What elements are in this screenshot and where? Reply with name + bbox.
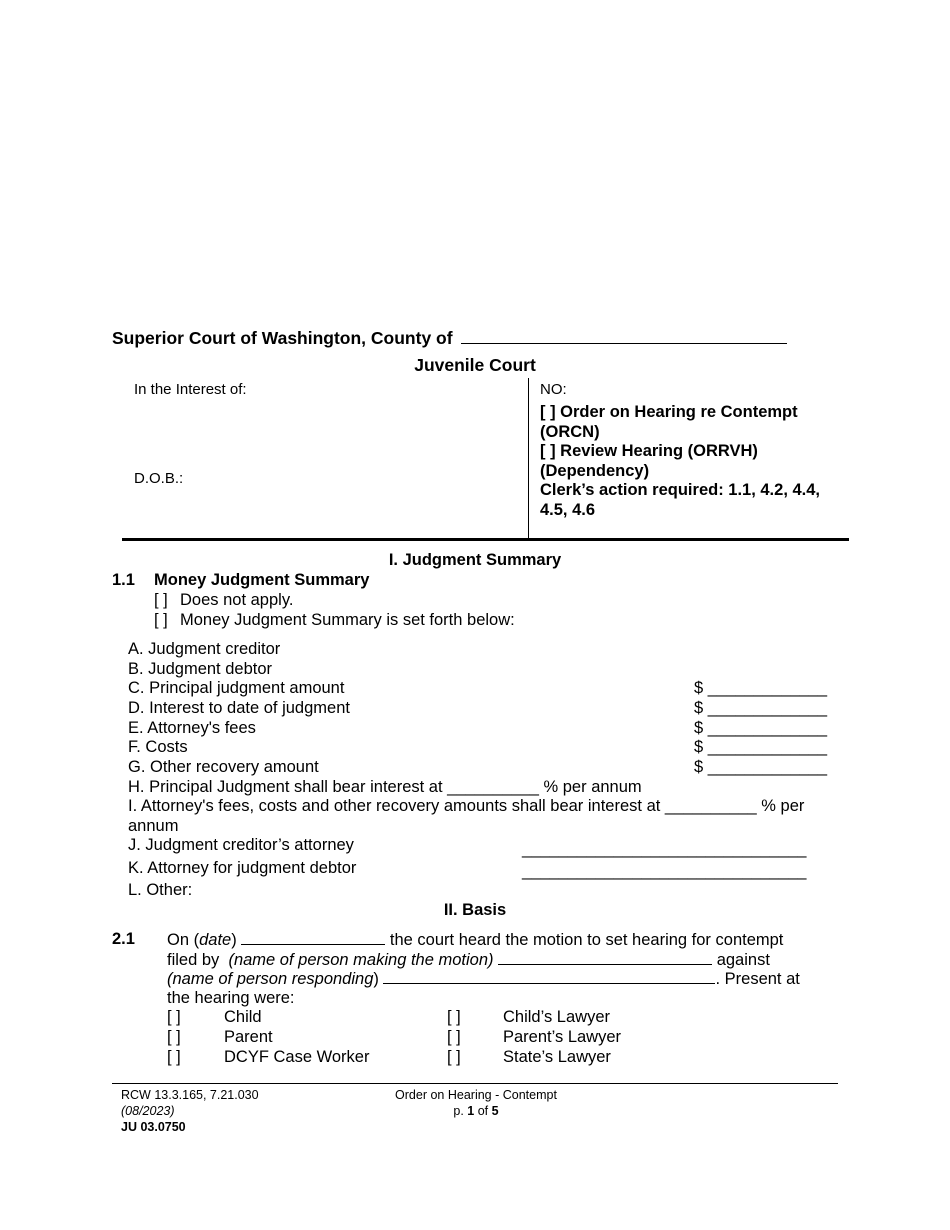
footer-page bbox=[376, 1103, 576, 1119]
date-label: date bbox=[199, 931, 232, 949]
present-at-text: . Present at bbox=[715, 970, 800, 988]
checkbox-childs-lawyer[interactable]: [ ] bbox=[447, 1008, 461, 1026]
dob-label: D.O.B.: bbox=[134, 470, 184, 487]
option-review-label: Review Hearing (ORRVH) bbox=[560, 442, 758, 461]
present-states-lawyer-label: State’s Lawyer bbox=[503, 1048, 611, 1066]
responder-paren: ) bbox=[373, 970, 379, 988]
section-1-1-title: Money Judgment Summary bbox=[154, 571, 370, 589]
checkbox-parents-lawyer[interactable]: [ ] bbox=[447, 1028, 461, 1046]
case-number-label: NO: bbox=[540, 381, 567, 398]
judgment-item-h: H. Principal Judgment shall bear interest at __________ % per annum bbox=[128, 778, 642, 796]
page-prefix: p. bbox=[453, 1104, 464, 1118]
clerk-action-line1: Clerk’s action required: 1.1, 4.2, 4.4, bbox=[540, 481, 821, 500]
footer-rcw: RCW 13.3.165, 7.21.030 bbox=[121, 1088, 259, 1102]
court-title bbox=[112, 328, 787, 348]
page-of: of bbox=[477, 1104, 489, 1118]
judgment-item-d: D. Interest to date of judgment bbox=[128, 699, 350, 717]
responder-name-blank[interactable] bbox=[383, 969, 715, 984]
footer-title: Order on Hearing - Contempt bbox=[395, 1088, 557, 1102]
present-parent-label: Parent bbox=[224, 1028, 273, 1046]
option-review-code: (Dependency) bbox=[540, 461, 650, 480]
present-child-label: Child bbox=[224, 1008, 262, 1026]
footer-form-number: JU 03.0750 bbox=[121, 1120, 186, 1134]
creditor-attorney-blank[interactable]: _______________________________ bbox=[522, 840, 807, 858]
amount-blank-d[interactable]: $ _____________ bbox=[694, 699, 828, 717]
amount-blank-c[interactable]: $ _____________ bbox=[694, 679, 828, 697]
present-case-worker-label: DCYF Case Worker bbox=[224, 1048, 370, 1066]
clerk-action-line2: 4.5, 4.6 bbox=[540, 500, 596, 519]
debtor-attorney-blank[interactable]: _______________________________ bbox=[522, 862, 807, 880]
filed-by-text: filed by bbox=[167, 951, 220, 969]
hearing-date-line bbox=[167, 930, 783, 951]
judgment-item-c: C. Principal judgment amount bbox=[128, 679, 345, 697]
judgment-item-j: J. Judgment creditor’s attorney bbox=[128, 836, 354, 854]
section-2-1-number: 2.1 bbox=[112, 930, 135, 948]
responder-line bbox=[167, 969, 800, 990]
hearing-were-text: the hearing were: bbox=[167, 989, 295, 1007]
checkbox-child[interactable]: [ ] bbox=[167, 1008, 181, 1026]
responder-label: (name of person responding bbox=[167, 970, 374, 988]
date-paren: ) bbox=[231, 931, 237, 949]
page-number: 1 bbox=[467, 1104, 475, 1118]
caption-divider bbox=[528, 378, 529, 538]
judgment-item-f: F. Costs bbox=[128, 738, 188, 756]
option-does-not-apply[interactable] bbox=[154, 591, 293, 611]
court-title-text: Superior Court of Washington, County of bbox=[112, 328, 453, 348]
judgment-item-i-line2: annum bbox=[128, 817, 179, 835]
amount-blank-g[interactable]: $ _____________ bbox=[694, 758, 828, 776]
section-1-heading: I. Judgment Summary bbox=[388, 551, 562, 569]
amount-blank-e[interactable]: $ _____________ bbox=[694, 719, 828, 737]
option-does-not-apply-label: Does not apply. bbox=[180, 591, 294, 609]
footer-date: (08/2023) bbox=[121, 1104, 175, 1118]
in-interest-label: In the Interest of: bbox=[134, 381, 247, 398]
checkbox-contempt[interactable]: [ ] bbox=[540, 403, 556, 421]
option-contempt-code: (ORCN) bbox=[540, 422, 600, 441]
option-contempt[interactable] bbox=[540, 403, 820, 423]
footer-center bbox=[376, 1087, 576, 1119]
hearing-date-blank[interactable] bbox=[241, 930, 385, 945]
subtitle: Juvenile Court bbox=[414, 355, 536, 375]
checkbox-does-not-apply[interactable]: [ ] bbox=[154, 591, 168, 609]
option-contempt-label: Order on Hearing re Contempt bbox=[560, 403, 798, 421]
heard-text: the court heard the motion to set hearing for contempt bbox=[389, 931, 784, 949]
checkbox-case-worker[interactable]: [ ] bbox=[167, 1048, 181, 1066]
page-total: 5 bbox=[491, 1104, 499, 1118]
option-set-forth[interactable] bbox=[154, 611, 515, 631]
section-2-heading: II. Basis bbox=[443, 901, 507, 919]
present-childs-lawyer-label: Child’s Lawyer bbox=[503, 1008, 610, 1026]
option-set-forth-label: Money Judgment Summary is set forth below: bbox=[180, 611, 515, 629]
on-text: On ( bbox=[167, 931, 200, 949]
judgment-item-a: A. Judgment creditor bbox=[128, 640, 281, 658]
section-1-1-number: 1.1 bbox=[112, 571, 135, 589]
amount-blank-f[interactable]: $ _____________ bbox=[694, 738, 828, 756]
filed-by-line bbox=[167, 950, 770, 971]
header-rule bbox=[122, 538, 849, 541]
checkbox-parent[interactable]: [ ] bbox=[167, 1028, 181, 1046]
county-blank[interactable] bbox=[461, 329, 787, 344]
judgment-item-e: E. Attorney's fees bbox=[128, 719, 256, 737]
mover-label: (name of person making the motion) bbox=[228, 951, 494, 969]
mover-name-blank[interactable] bbox=[498, 950, 712, 965]
judgment-item-i-line1: I. Attorney's fees, costs and other recovery amounts shall bear interest at __________ % per bbox=[128, 797, 805, 815]
judgment-item-b: B. Judgment debtor bbox=[128, 660, 273, 678]
footer-left bbox=[121, 1087, 259, 1135]
footer-rule bbox=[112, 1083, 838, 1084]
present-parents-lawyer-label: Parent’s Lawyer bbox=[503, 1028, 622, 1046]
judgment-item-k: K. Attorney for judgment debtor bbox=[128, 859, 357, 877]
against-text: against bbox=[716, 951, 770, 969]
judgment-item-l: L. Other: bbox=[128, 881, 193, 899]
checkbox-review[interactable]: [ ] bbox=[540, 442, 556, 461]
judgment-item-g: G. Other recovery amount bbox=[128, 758, 319, 776]
case-type-options bbox=[540, 403, 820, 521]
checkbox-set-forth[interactable]: [ ] bbox=[154, 611, 168, 629]
checkbox-states-lawyer[interactable]: [ ] bbox=[447, 1048, 461, 1066]
option-review[interactable] bbox=[540, 442, 820, 462]
